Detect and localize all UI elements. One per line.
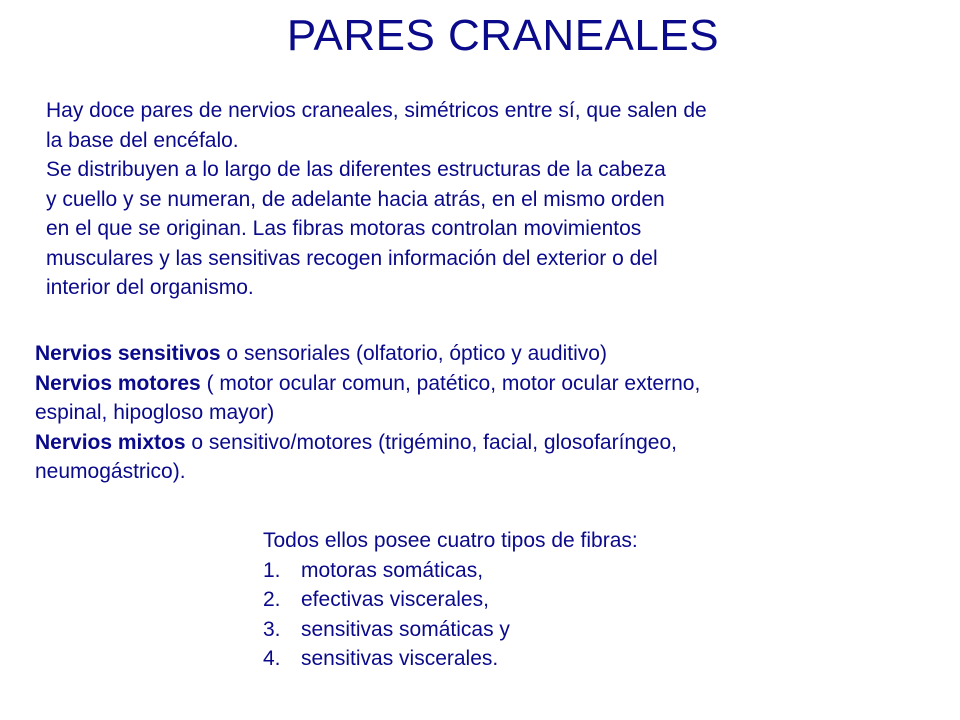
list-number: 3.	[263, 617, 281, 641]
page-title: PARES CRANEALES	[286, 11, 720, 60]
nerve-type-motores-cont: espinal, hipogloso mayor)	[35, 401, 275, 424]
nerve-types-paragraph	[35, 339, 935, 487]
nerve-type-label: Nervios motores	[35, 371, 201, 395]
intro-line: la base del encéfalo.	[46, 128, 239, 152]
nerve-type-label: Nervios mixtos	[35, 430, 186, 454]
list-item-text: efectivas viscerales,	[301, 588, 489, 611]
nerve-type-text: o sensoriales (olfatorio, óptico y auditivo)	[220, 342, 607, 365]
nerve-type-text: o sensitivo/motores (trigémino, facial, glosofaríngeo,	[185, 430, 677, 454]
list-item	[263, 556, 863, 586]
nerve-type-mixtos	[35, 428, 935, 458]
intro-line: musculares y las sensitivas recogen información del exterior o del	[46, 246, 658, 270]
nerve-type-text: ( motor ocular comun, patético, motor ocular externo,	[200, 371, 701, 395]
list-number: 2.	[263, 588, 281, 611]
intro-line: interior del organismo.	[46, 276, 254, 299]
list-item	[263, 585, 863, 615]
nerve-type-label: Nervios sensitivos	[35, 342, 221, 365]
fiber-types-intro: Todos ellos posee cuatro tipos de fibras:	[263, 529, 638, 552]
nerve-type-sensitivos	[35, 339, 935, 369]
intro-line: en el que se originan. Las fibras motoras controlan movimientos	[46, 217, 642, 240]
nerve-type-mixtos-cont: neumogástrico).	[35, 460, 186, 483]
list-item-text: motoras somáticas,	[301, 558, 484, 582]
list-item-text: sensitivas somáticas y	[301, 617, 510, 641]
list-item	[263, 644, 863, 674]
list-number: 4.	[263, 647, 281, 670]
intro-line: Se distribuyen a lo largo de las diferentes estructuras de la cabeza	[46, 158, 666, 181]
nerve-type-motores	[35, 369, 935, 399]
list-item-text: sensitivas viscerales.	[301, 647, 499, 670]
intro-line: Hay doce pares de nervios craneales, simétricos entre sí, que salen de	[46, 99, 707, 122]
fiber-types-list	[263, 526, 863, 674]
list-item	[263, 615, 863, 645]
list-number: 1.	[263, 558, 281, 582]
intro-paragraph	[46, 96, 906, 303]
intro-line: y cuello y se numeran, de adelante hacia atrás, en el mismo orden	[46, 187, 665, 211]
